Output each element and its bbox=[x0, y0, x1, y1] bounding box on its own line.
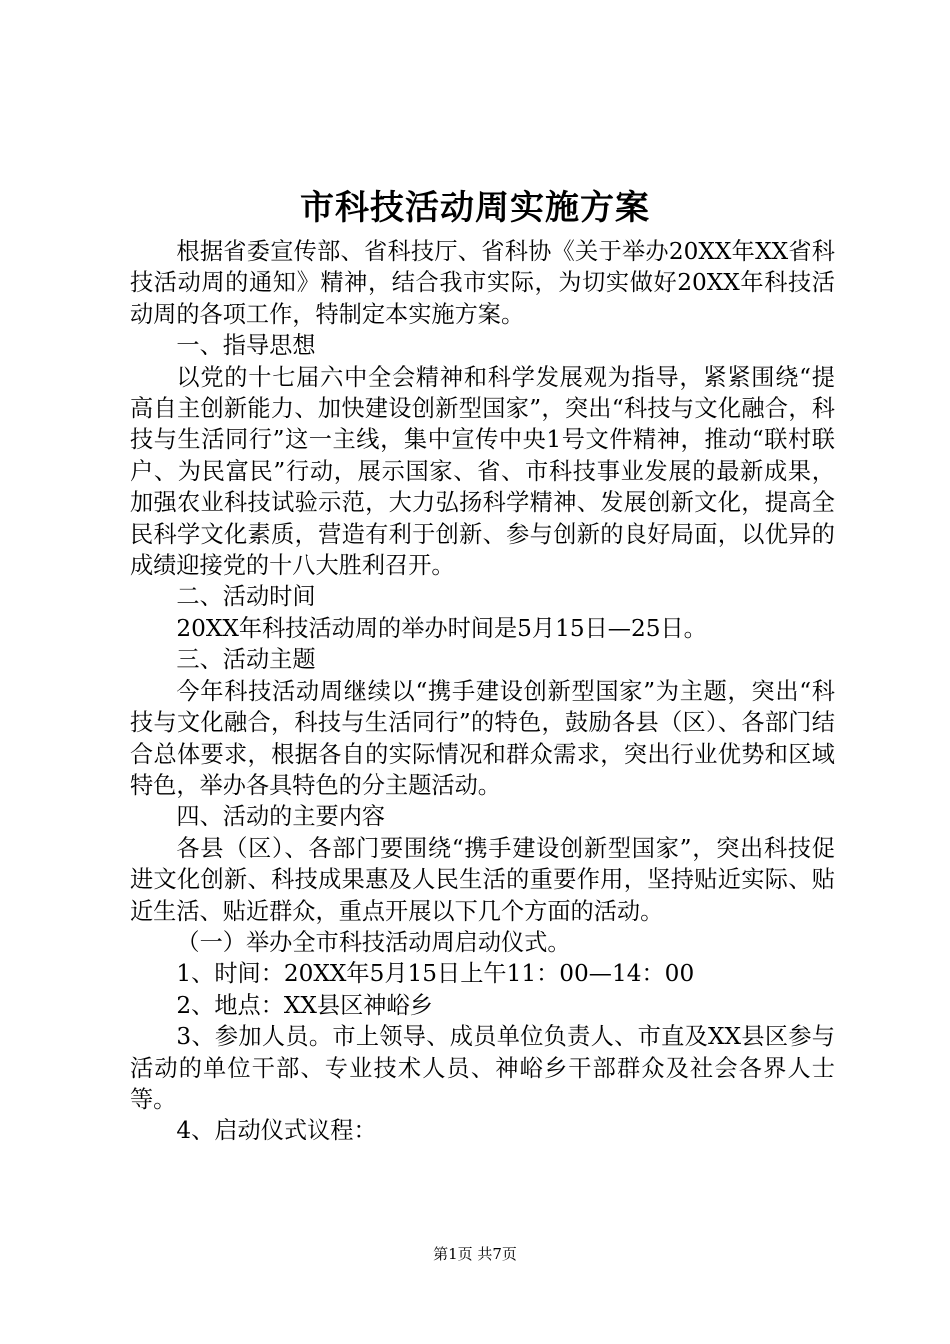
activity-theme-paragraph: 今年科技活动周继续以“携手建设创新型国家”为主题，突出“科技与文化融合，科技与生活同行”的特色，鼓励各县（区）、各部门结合总体要求，根据各自的实际情况和群众需求，突出行业优势和区域特色，举办各具特色的分主题活动。 bbox=[130, 677, 835, 799]
ceremony-participants-item: 3、参加人员。市上领导、成员单位负责人、市直及XX县区参与活动的单位干部、专业技术人员、神峪乡干部群众及社会各界人士等。 bbox=[130, 1023, 835, 1113]
section-heading-guiding-ideology: 一、指导思想 bbox=[176, 332, 316, 360]
main-content-paragraph: 各县（区）、各部门要围绕“携手建设创新型国家”，突出科技促进文化创新、科技成果惠及人民生活的重要作用，坚持贴近实际、贴近生活、贴近群众，重点开展以下几个方面的活动。 bbox=[130, 834, 835, 925]
section-heading-activity-theme: 三、活动主题 bbox=[176, 646, 316, 674]
activity-time-paragraph: 20XX年科技活动周的举办时间是5月15日—25日。 bbox=[176, 614, 707, 642]
section-heading-activity-time: 二、活动时间 bbox=[176, 583, 316, 611]
ceremony-location-item: 2、地点：XX县区神峪乡 bbox=[176, 991, 433, 1019]
guiding-ideology-paragraph: 以党的十七届六中全会精神和科学发展观为指导，紧紧围绕“提高自主创新能力、加快建设创新型国家”，突出“科技与文化融合，科技与生活同行”这一主线，集中宣传中央1号文件精神，推动“联村联户、为民富民”行动，展示国家、省、市科技事业发展的最新成果，加强农业科技试验示范，大力弘扬科学精神、发展创新文化，提高全民科学文化素质，营造有利于创新、参与创新的良好局面，以优异的成绩迎接党的十八大胜利召开。 bbox=[130, 363, 835, 580]
subsection-launch-ceremony: （一）举办全市科技活动周启动仪式。 bbox=[176, 928, 571, 956]
intro-paragraph: 根据省委宣传部、省科技厅、省科协《关于举办20XX年XX省科技活动周的通知》精神，结合我市实际，为切实做好20XX年科技活动周的各项工作，特制定本实施方案。 bbox=[130, 238, 835, 328]
ceremony-time-item: 1、时间：20XX年5月15日上午11：00—14：00 bbox=[176, 960, 695, 988]
ceremony-agenda-item: 4、启动仪式议程： bbox=[176, 1117, 377, 1145]
document-title: 市科技活动周实施方案 bbox=[300, 188, 650, 228]
document-body bbox=[130, 236, 835, 1147]
section-heading-main-content: 四、活动的主要内容 bbox=[176, 803, 386, 831]
page-footer: 第1页 共7页 bbox=[433, 1245, 517, 1263]
